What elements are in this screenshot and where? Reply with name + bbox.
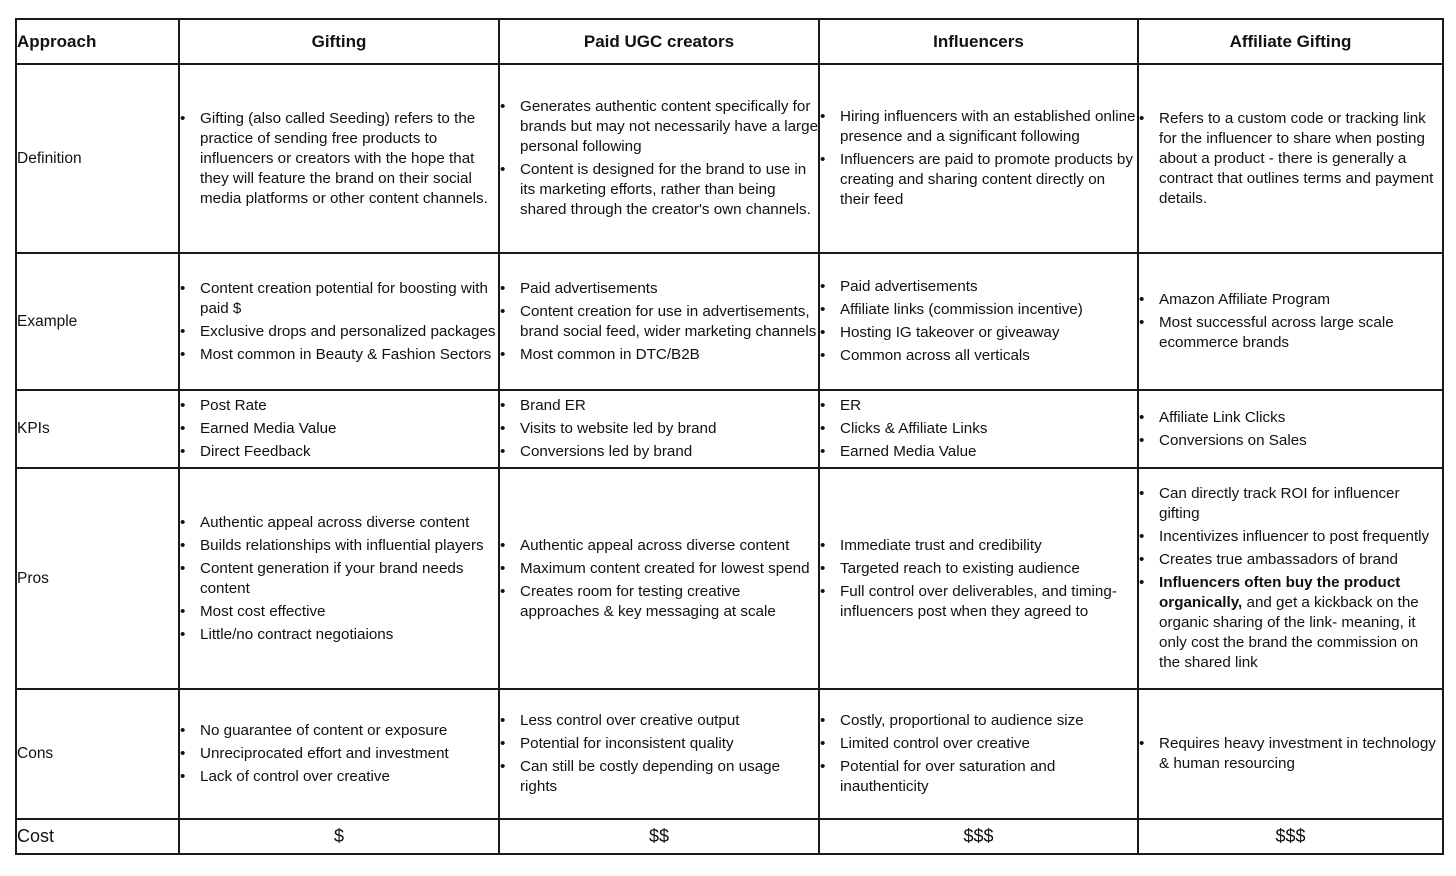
list-item: • Generates authentic content specifically for brands but may not necessarily have a large personal following: [500, 97, 818, 157]
bullet-list: [1139, 290, 1442, 353]
list-item: • Potential for inconsistent quality: [500, 734, 818, 754]
bullet-list: [1139, 734, 1442, 774]
list-item: • Most cost effective: [180, 602, 498, 622]
row-definition: [16, 64, 1443, 253]
list-item: • Most common in DTC/B2B: [500, 345, 818, 365]
cell-example-influencers: [819, 253, 1138, 390]
list-item: • Incentivizes influencer to post frequently: [1139, 527, 1442, 547]
list-item: • Visits to website led by brand: [500, 419, 818, 439]
row-cons: [16, 689, 1443, 819]
list-item: • Amazon Affiliate Program: [1139, 290, 1442, 310]
header-gifting: Gifting: [179, 19, 499, 64]
list-item: • Builds relationships with influential players: [180, 536, 498, 556]
row-label-example: Example: [16, 253, 179, 390]
header-row: [16, 19, 1443, 64]
list-item: • Targeted reach to existing audience: [820, 559, 1137, 579]
cell-example-affiliate: [1138, 253, 1443, 390]
bullet-list: [820, 536, 1137, 622]
cost-ugc: $$: [499, 819, 819, 854]
lead-text-rest: and get a kickback on the organic sharing of the link- meaning, it only cost the brand the commission on the shared link: [1159, 594, 1419, 671]
list-item: • Conversions led by brand: [500, 442, 818, 462]
bullet-list: [820, 107, 1137, 210]
list-item: • Post Rate: [180, 396, 498, 416]
comparison-table: [15, 18, 1444, 855]
cell-kpis-ugc: [499, 390, 819, 468]
list-item: • Brand ER: [500, 396, 818, 416]
row-pros: [16, 468, 1443, 689]
row-label-definition: Definition: [16, 64, 179, 253]
list-item: • Paid advertisements: [500, 279, 818, 299]
bold-lead-text: Influencers often buy the product organically,: [1159, 574, 1401, 611]
list-item: • Affiliate links (commission incentive): [820, 300, 1137, 320]
cell-kpis-influencers: [819, 390, 1138, 468]
row-label-cons: Cons: [16, 689, 179, 819]
list-item: • Creates true ambassadors of brand: [1139, 550, 1442, 570]
cell-definition-influencers: [819, 64, 1138, 253]
list-item: • ER: [820, 396, 1137, 416]
bullet-list: [500, 396, 818, 462]
cell-example-ugc: [499, 253, 819, 390]
cell-pros-affiliate: [1138, 468, 1443, 689]
cell-kpis-gifting: [179, 390, 499, 468]
list-item: • Affiliate Link Clicks: [1139, 408, 1442, 428]
cell-definition-affiliate: [1138, 64, 1443, 253]
list-item: • Can still be costly depending on usage rights: [500, 757, 818, 797]
bullet-list: [820, 277, 1137, 366]
row-label-kpis: KPIs: [16, 390, 179, 468]
list-item: • Lack of control over creative: [180, 767, 498, 787]
list-item: • Content is designed for the brand to use in its marketing efforts, rather than being shared through the creator's own channels.: [500, 160, 818, 220]
cost-influencers: $$$: [819, 819, 1138, 854]
bullet-list: [180, 109, 498, 209]
header-affiliate-gifting: Affiliate Gifting: [1138, 19, 1443, 64]
list-item: • Can directly track ROI for influencer gifting: [1139, 484, 1442, 524]
row-example: [16, 253, 1443, 390]
list-item: • Authentic appeal across diverse content: [500, 536, 818, 556]
list-item: • Immediate trust and credibility: [820, 536, 1137, 556]
list-item: [1139, 573, 1442, 673]
bullet-list: [500, 711, 818, 797]
cell-cons-influencers: [819, 689, 1138, 819]
list-item: • Conversions on Sales: [1139, 431, 1442, 451]
cell-kpis-affiliate: [1138, 390, 1443, 468]
list-item: • Potential for over saturation and inauthenticity: [820, 757, 1137, 797]
cost-gifting: $: [179, 819, 499, 854]
cell-pros-ugc: [499, 468, 819, 689]
list-item: • Maximum content created for lowest spend: [500, 559, 818, 579]
cell-cons-gifting: [179, 689, 499, 819]
bullet-list: [180, 513, 498, 645]
list-item: • Limited control over creative: [820, 734, 1137, 754]
list-item: • Costly, proportional to audience size: [820, 711, 1137, 731]
list-item: • Authentic appeal across diverse content: [180, 513, 498, 533]
list-item: • Content generation if your brand needs content: [180, 559, 498, 599]
cell-example-gifting: [179, 253, 499, 390]
list-item: • Gifting (also called Seeding) refers to the practice of sending free products to influencers or creators with the hope that they will feature the brand on their social media platforms or other content channels.: [180, 109, 498, 209]
header-influencers: Influencers: [819, 19, 1138, 64]
list-item: • Most common in Beauty & Fashion Sectors: [180, 345, 498, 365]
list-item: • Content creation for use in advertisements, brand social feed, wider marketing channels: [500, 302, 818, 342]
list-item: • Most successful across large scale ecommerce brands: [1139, 313, 1442, 353]
row-label-cost: Cost: [16, 819, 179, 854]
pros-affiliate-list-extra: [1139, 573, 1442, 673]
cell-cons-affiliate: [1138, 689, 1443, 819]
pros-affiliate-list: [1139, 484, 1442, 570]
row-kpis: [16, 390, 1443, 468]
bullet-list: [500, 536, 818, 622]
bullet-list: [1139, 109, 1442, 209]
list-item: • Refers to a custom code or tracking link for the influencer to share when posting about a product - there is generally a contract that outlines terms and payment details.: [1139, 109, 1442, 209]
bullet-list: [500, 279, 818, 365]
list-item: • Hosting IG takeover or giveaway: [820, 323, 1137, 343]
bullet-list: [180, 279, 498, 365]
cell-pros-gifting: [179, 468, 499, 689]
list-item: • Full control over deliverables, and timing- influencers post when they agreed to: [820, 582, 1137, 622]
bullet-list: [500, 97, 818, 220]
list-item: • Content creation potential for boosting with paid $: [180, 279, 498, 319]
list-item: • Unreciprocated effort and investment: [180, 744, 498, 764]
list-item: • Requires heavy investment in technology & human resourcing: [1139, 734, 1442, 774]
list-item: • Little/no contract negotiaions: [180, 625, 498, 645]
cell-definition-gifting: [179, 64, 499, 253]
row-cost: [16, 819, 1443, 854]
bullet-list: [180, 396, 498, 462]
list-item: • Earned Media Value: [820, 442, 1137, 462]
cell-cons-ugc: [499, 689, 819, 819]
cell-definition-ugc: [499, 64, 819, 253]
list-item: • Clicks & Affiliate Links: [820, 419, 1137, 439]
list-item: • Common across all verticals: [820, 346, 1137, 366]
list-item: • Earned Media Value: [180, 419, 498, 439]
list-item: • Direct Feedback: [180, 442, 498, 462]
list-item: • Less control over creative output: [500, 711, 818, 731]
list-item: • Paid advertisements: [820, 277, 1137, 297]
list-item: • No guarantee of content or exposure: [180, 721, 498, 741]
bullet-list: [1139, 408, 1442, 451]
list-item: • Exclusive drops and personalized packages: [180, 322, 498, 342]
bullet-list: [180, 721, 498, 787]
list-item: • Hiring influencers with an established online presence and a significant following: [820, 107, 1137, 147]
list-item: • Creates room for testing creative approaches & key messaging at scale: [500, 582, 818, 622]
header-approach: Approach: [16, 19, 179, 64]
header-paid-ugc: Paid UGC creators: [499, 19, 819, 64]
cell-pros-influencers: [819, 468, 1138, 689]
row-label-pros: Pros: [16, 468, 179, 689]
bullet-list: [820, 396, 1137, 462]
cost-affiliate: $$$: [1138, 819, 1443, 854]
bullet-list: [820, 711, 1137, 797]
list-item: • Influencers are paid to promote products by creating and sharing content directly on their feed: [820, 150, 1137, 210]
